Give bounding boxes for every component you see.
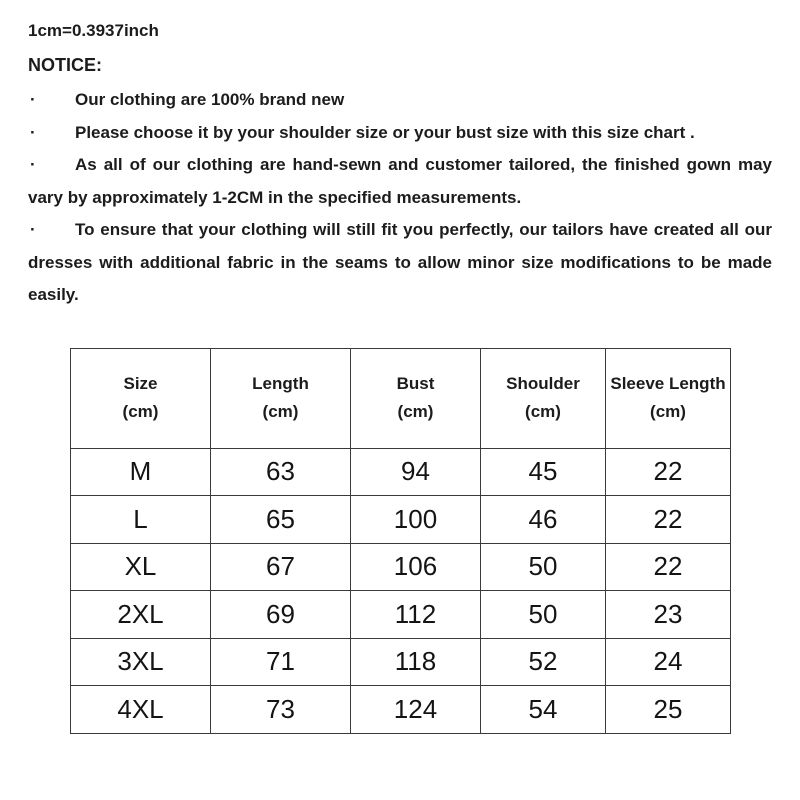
sleeve-cell: 22 bbox=[606, 543, 731, 591]
notice-bullet bbox=[28, 117, 772, 150]
table-header-shoulder bbox=[481, 348, 606, 448]
notice-bullet-text: As all of our clothing are hand-sewn and customer tailored, the finished gown may vary by approximately 1-2CM in the specified measurements. bbox=[28, 155, 772, 207]
size-cell: 2XL bbox=[71, 591, 211, 639]
shoulder-cell: 50 bbox=[481, 591, 606, 639]
size-cell: L bbox=[71, 496, 211, 544]
size-cell: 3XL bbox=[71, 638, 211, 686]
header-label: Length bbox=[252, 373, 309, 393]
length-cell: 63 bbox=[211, 448, 351, 496]
shoulder-cell: 50 bbox=[481, 543, 606, 591]
table-row bbox=[71, 448, 731, 496]
header-label: Size bbox=[123, 373, 158, 393]
bust-cell: 118 bbox=[351, 638, 481, 686]
bullet-marker: · bbox=[30, 155, 36, 174]
header-label: Sleeve Length bbox=[610, 373, 726, 393]
notice-bullet bbox=[28, 84, 772, 117]
header-unit: (cm) bbox=[122, 402, 159, 421]
sleeve-cell: 22 bbox=[606, 448, 731, 496]
header-unit: (cm) bbox=[262, 402, 299, 421]
sleeve-cell: 24 bbox=[606, 638, 731, 686]
header-label: Bust bbox=[396, 373, 435, 393]
table-row bbox=[71, 591, 731, 639]
table-row bbox=[71, 686, 731, 734]
size-chart-table bbox=[70, 348, 731, 734]
table-row bbox=[71, 638, 731, 686]
size-cell: M bbox=[71, 448, 211, 496]
length-cell: 73 bbox=[211, 686, 351, 734]
header-unit: (cm) bbox=[525, 402, 561, 421]
header-unit: (cm) bbox=[650, 402, 686, 421]
notice-bullet bbox=[28, 149, 772, 214]
length-cell: 71 bbox=[211, 638, 351, 686]
header-unit: (cm) bbox=[397, 402, 434, 421]
bullet-marker: · bbox=[30, 122, 36, 142]
bust-cell: 112 bbox=[351, 591, 481, 639]
sleeve-cell: 22 bbox=[606, 496, 731, 544]
sleeve-cell: 25 bbox=[606, 686, 731, 734]
length-cell: 67 bbox=[211, 543, 351, 591]
bust-cell: 124 bbox=[351, 686, 481, 734]
table-row bbox=[71, 543, 731, 591]
bust-cell: 94 bbox=[351, 448, 481, 496]
length-cell: 65 bbox=[211, 496, 351, 544]
table-header-sleeve-length bbox=[606, 348, 731, 448]
unit-conversion-note: 1cm=0.3937inch bbox=[28, 21, 159, 40]
table-header-row bbox=[71, 348, 731, 448]
shoulder-cell: 54 bbox=[481, 686, 606, 734]
bust-cell: 106 bbox=[351, 543, 481, 591]
length-cell: 69 bbox=[211, 591, 351, 639]
shoulder-cell: 45 bbox=[481, 448, 606, 496]
shoulder-cell: 46 bbox=[481, 496, 606, 544]
bullet-marker: · bbox=[30, 90, 36, 109]
size-cell: 4XL bbox=[71, 686, 211, 734]
notice-bullet-text: Our clothing are 100% brand new bbox=[75, 90, 345, 109]
sleeve-cell: 23 bbox=[606, 591, 731, 639]
notice-bullet-text: Please choose it by your shoulder size or your bust size with this size chart . bbox=[75, 122, 695, 142]
table-header-bust bbox=[351, 348, 481, 448]
table-header-length bbox=[211, 348, 351, 448]
size-table-container bbox=[70, 348, 772, 734]
notice-title: NOTICE: bbox=[28, 55, 102, 75]
shoulder-cell: 52 bbox=[481, 638, 606, 686]
table-header-size bbox=[71, 348, 211, 448]
header-label: Shoulder bbox=[506, 373, 580, 393]
table-row bbox=[71, 496, 731, 544]
notice-bullet-text: To ensure that your clothing will still fit you perfectly, our tailors have created all our dresses with additional fabric in the seams to allow minor size modifications to be made easily. bbox=[28, 220, 772, 304]
size-cell: XL bbox=[71, 543, 211, 591]
bullet-marker: · bbox=[30, 220, 36, 239]
notice-bullet bbox=[28, 214, 772, 312]
bust-cell: 100 bbox=[351, 496, 481, 544]
